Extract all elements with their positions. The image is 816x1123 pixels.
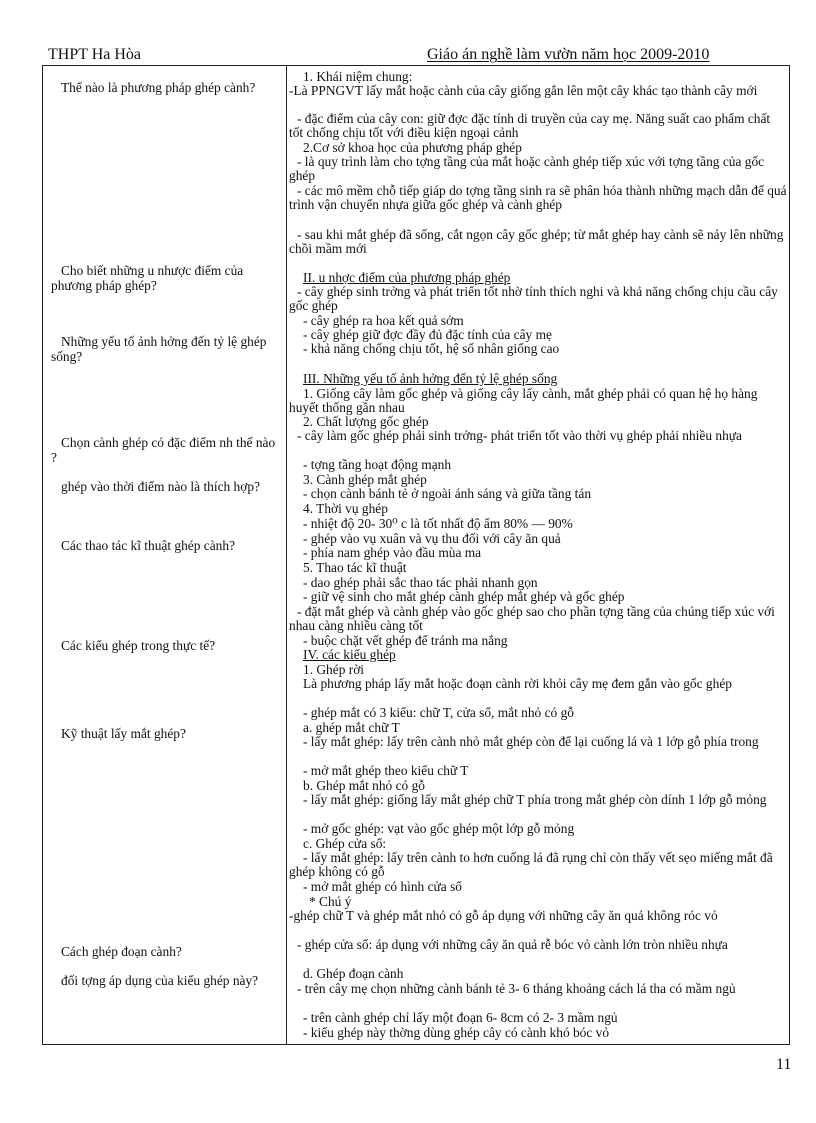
III-4c: - phía nam ghép vào đầu mùa ma	[303, 545, 482, 560]
IV-note-1: -ghép chữ T và ghép mắt nhỏ có gỗ áp dụng với những cây ăn quả không róc vỏ	[289, 908, 718, 923]
III-4b: - ghép vào vụ xuân và vụ thu đối với cây ăn quả	[303, 531, 561, 546]
question-pros-cons: Cho biết những u nhược điểm của phương pháp ghép?	[51, 263, 244, 293]
III-5d: - buộc chặt vết ghép để tránh ma nắng	[303, 633, 508, 648]
column-divider	[286, 66, 287, 1044]
header-school: THPT Ha Hòa	[48, 46, 142, 63]
IV-b: b. Ghép mắt nhỏ có gỗ	[303, 778, 425, 793]
III-4a: - nhiệt độ 20- 30⁰ c là tốt nhất độ ẩm 80% — 90%	[303, 516, 573, 531]
III-3a: - chọn cành bánh tẻ ở ngoài ánh sáng và giữa tầng tán	[303, 486, 592, 501]
II-d: - khả năng chống chịu tốt, hệ số nhân giống cao	[303, 341, 560, 356]
IV-title: IV. các kiểu ghép	[303, 647, 396, 662]
question-cutting-graft: Cách ghép đoạn cành?	[61, 944, 182, 959]
III-1: 1. Giống cây làm gốc ghép và giống cây lấy cành, mắt ghép phải có quan hệ họ hàng huyết thống gần nhau	[289, 386, 758, 416]
II-b: - cây ghép ra hoa kết quả sớm	[303, 313, 464, 328]
IV-b2: - mở gốc ghép: vạt vào gốc ghép một lớp gỗ mỏng	[303, 821, 575, 836]
page-number: 11	[776, 1056, 792, 1073]
IV-note-2: - ghép cửa sổ: áp dụng với những cây ăn quả rễ bóc vỏ cành lớn tròn nhiều nhựa	[297, 937, 728, 952]
III-4: 4. Thời vụ ghép	[303, 501, 388, 516]
s2-a: - là quy trình làm cho tợng tầng của mắt hoặc cành ghép tiếp xúc với tợng tầng của gốc ghép	[289, 154, 765, 184]
lesson-table	[42, 65, 790, 1045]
II-a: - cây ghép sinh trởng và phát triển tốt nhờ tính thích nghi và khả năng chống chịu cầu cây gốc ghép	[289, 284, 778, 314]
III-2b: - tợng tầng hoạt động mạnh	[303, 457, 452, 472]
s2-title: 2.Cơ sở khoa học của phương pháp ghép	[303, 140, 522, 155]
III-5b: - giữ vệ sinh cho mắt ghép cành ghép mắt ghép và gốc ghép	[303, 589, 625, 604]
s1-features: - đặc điểm của cây con: giữ đợc đặc tính di truyền của cay mẹ. Năng suất cao phẩm chất tốt chống chịu tốt với điều kiện ngoại cảnh	[289, 111, 771, 141]
question-timing: ghép vào thời điểm nào là thích hợp?	[61, 479, 260, 494]
IV-a: a. ghép mắt chữ T	[303, 720, 400, 735]
header-subject: Giáo án nghề làm vườn năm học 2009-2010	[427, 46, 710, 63]
question-applicability: đối tợng áp dụng của kiểu ghép này?	[61, 973, 259, 988]
III-2a: - cây làm gốc ghép phải sinh trởng- phát triển tốt vào thời vụ ghép phải nhiều nhựa	[297, 428, 742, 443]
III-5c: - đặt mắt ghép và cành ghép vào gốc ghép sao cho phần tợng tầng của chúng tiếp xúc với nhau càng nhiều càng tốt	[289, 604, 775, 634]
s2-c: - sau khi mắt ghép đã sống, cắt ngọn cây gốc ghép; từ mắt ghép hay cành sẽ nảy lên những chồi mầm mới	[289, 227, 784, 257]
IV-a1: - lấy mắt ghép: lấy trên cành nhỏ mắt ghép còn để lại cuống lá và 1 lớp gỗ phía trong	[303, 734, 759, 749]
IV-c1: - lấy mắt ghép: lấy trên cành to hơn cuống lá đã rụng chỉ còn thấy vết sẹo miếng mắt đã ghép không có gỗ	[289, 850, 773, 880]
question-graft-types: Các kiểu ghép trong thực tế?	[61, 638, 216, 653]
question-success-factors: Những yếu tố ảnh hởng đến tỷ lệ ghép sống?	[51, 334, 267, 364]
IV-d1: - trên cây mẹ chọn những cành bánh tẻ 3- 6 tháng khoảng cách lá tha có mầm ngủ	[297, 981, 736, 996]
IV-c: c. Ghép cửa sổ:	[303, 836, 387, 851]
question-grafting-definition: Thế nào là phương pháp ghép cành?	[61, 80, 256, 95]
II-title: II. u nhợc điểm của phương pháp ghép	[303, 270, 511, 285]
III-2: 2. Chất lượng gốc ghép	[303, 414, 429, 429]
IV-d3: - kiểu ghép này thờng dùng ghép cây có cành khó bóc vỏ	[303, 1025, 610, 1040]
IV-1a: Là phương pháp lấy mắt hoặc đoạn cành rời khỏi cây mẹ đem gắn vào gốc ghép	[303, 676, 732, 691]
s1-definition: -Là PPNGVT lấy mắt hoặc cành của cây giống gắn lên một cây khác tạo thành cây mới	[289, 83, 758, 98]
III-title: III. Những yếu tố ảnh hởng đến tỷ lệ ghép sống	[303, 371, 558, 386]
question-bud-taking: Kỹ thuật lấy mắt ghép?	[61, 726, 186, 741]
III-3: 3. Cành ghép mắt ghép	[303, 472, 427, 487]
II-c: - cây ghép giữ đợc đầy đủ đặc tính của cây mẹ	[303, 327, 552, 342]
III-5a: - dao ghép phải sắc thao tác phải nhanh gọn	[303, 575, 538, 590]
IV-b1: - lấy mắt ghép: giống lấy mắt ghép chữ T phía trong mắt ghép còn dính 1 lớp gỗ mỏng	[303, 792, 767, 807]
IV-1: 1. Ghép rời	[303, 662, 365, 677]
IV-1b: - ghép mắt có 3 kiểu: chữ T, cửa sổ, mắt nhỏ có gỗ	[303, 705, 574, 720]
III-5: 5. Thao tác kĩ thuật	[303, 560, 407, 575]
question-scion-traits: Chọn cành ghép có đặc điểm nh thế nào ?	[51, 435, 276, 465]
question-techniques: Các thao tác kĩ thuật ghép cành?	[61, 538, 236, 553]
s2-b: - các mô mềm chỗ tiếp giáp do tợng tầng sinh ra sẽ phân hóa thành những mạch dẫn để quá trình vận chuyển nhựa giữa gốc ghép và cành ghép	[289, 183, 787, 213]
IV-note: * Chú ý	[309, 894, 352, 909]
IV-d: d. Ghép đoạn cành	[303, 966, 404, 981]
IV-d2: - trên cành ghép chỉ lấy một đoạn 6- 8cm có 2- 3 mầm ngủ	[303, 1010, 618, 1025]
s1-title: 1. Khái niệm chung:	[303, 69, 413, 84]
IV-c2: - mở mắt ghép có hình cửa sổ	[303, 879, 462, 894]
IV-a2: - mở mắt ghép theo kiểu chữ T	[303, 763, 469, 778]
